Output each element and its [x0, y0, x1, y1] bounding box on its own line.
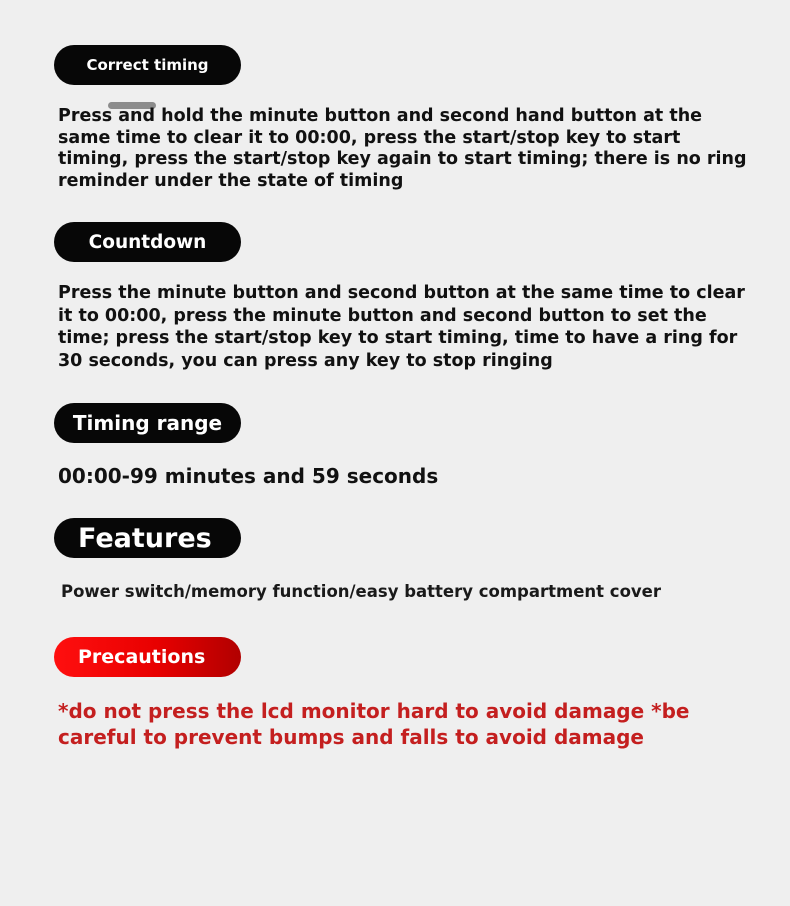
timing-range-text: 00:00-99 minutes and 59 seconds: [58, 464, 439, 488]
precautions-heading: [54, 637, 241, 677]
precautions-text: *do not press the lcd monitor hard to avoid damage *be careful to prevent bumps and falls to avoid damage: [58, 699, 690, 749]
countdown-label: Countdown: [88, 231, 207, 253]
timing-range-label: Timing range: [72, 411, 223, 435]
features-heading: [54, 518, 241, 558]
correct-timing-label: Correct timing: [86, 56, 209, 74]
countdown-text: Press the minute button and second button at the same time to clear it to 00:00, press the minute button and second button to set the time; press the start/stop key to start timing, time to have a ring for 30 seconds, you can press any key to stop ringing: [58, 283, 745, 371]
countdown-heading: [54, 222, 241, 262]
precautions-label: Precautions: [78, 646, 206, 668]
features-label: Features: [78, 522, 212, 554]
features-text: Power switch/memory function/easy battery compartment cover: [61, 582, 661, 601]
correct-timing-heading: [54, 45, 241, 85]
correct-timing-text: Press and hold the minute button and second hand button at the same time to clear it to 00:00, press the start/stop key to start timing, press the start/stop key again to start timing; there is no ring reminder under the state of timing: [58, 106, 747, 191]
timing-range-heading: [54, 403, 241, 443]
